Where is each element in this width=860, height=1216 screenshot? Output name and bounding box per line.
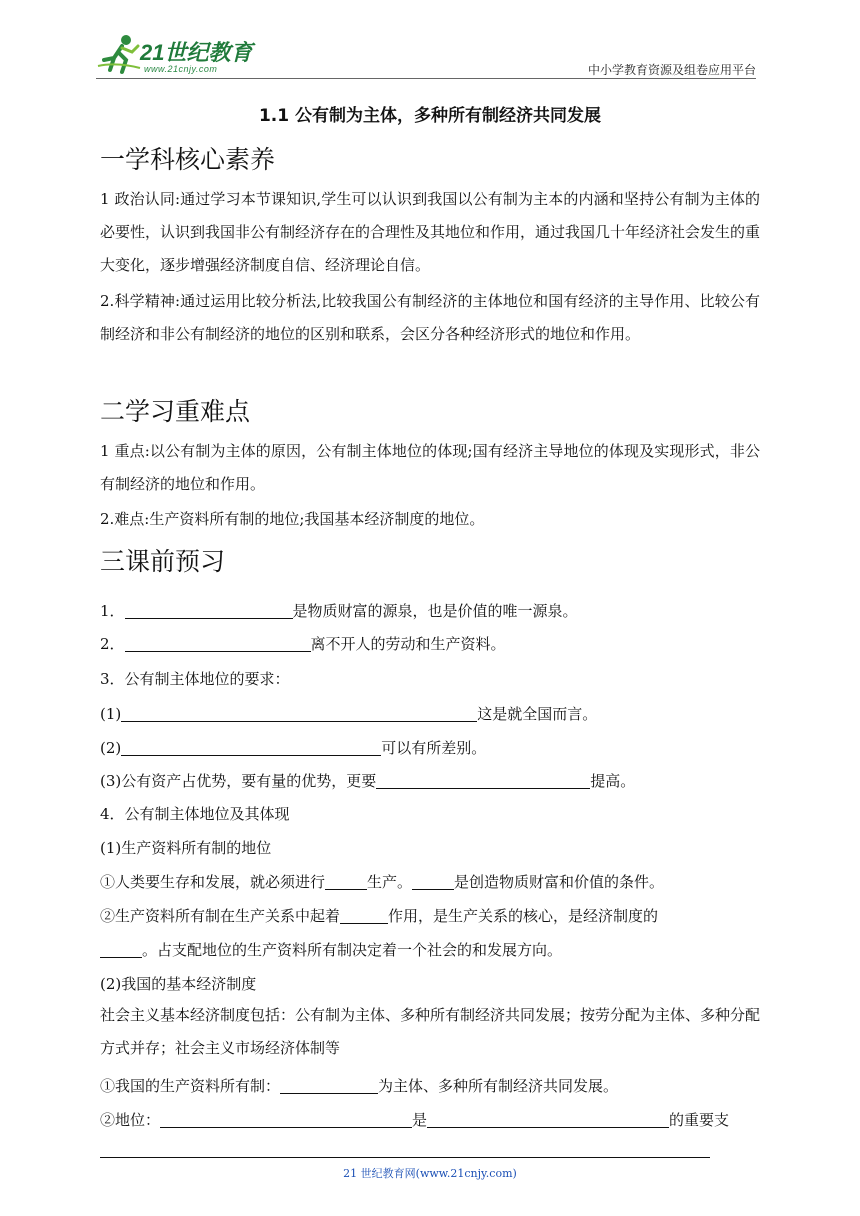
item-number: (2) [100, 739, 122, 757]
fill-blank[interactable] [125, 635, 311, 652]
question-4-1b [100, 905, 658, 926]
footer-divider [100, 1157, 710, 1158]
fill-blank[interactable] [121, 705, 477, 722]
fill-blank[interactable] [160, 1111, 412, 1128]
question-4-1a [100, 871, 664, 892]
fill-blank[interactable] [412, 873, 454, 890]
question-4-1: (1)生产资料所有制的地位 [100, 839, 272, 857]
question-1 [100, 600, 578, 621]
question-4-2-paragraph: 社会主义基本经济制度包括：公有制为主体、多种所有制经济共同发展；按劳分配为主体、多种分配方式并存；社会主义市场经济体制等 [100, 1006, 761, 1057]
logo-url: www.21cnjy.com [144, 64, 218, 74]
section1-paragraph-1: 1 政治认同:通过学习本节课知识,学生可以认识到我国以公有制为主本的内涵和坚持公有制为主体的必要性，认识到我国非公有制经济存在的合理性及其地位和作用，通过我国几十年经济社会发生的重大变化，逐步增强经济制度自信、经济理论自信。 [100, 190, 761, 274]
question-text: 是物质财富的源泉，也是价值的唯一源泉。 [292, 602, 578, 620]
question-text: 是创造物质财富和价值的条件。 [454, 873, 665, 891]
question-text: 是 [412, 1111, 428, 1129]
question-3: 3．公有制主体地位的要求： [100, 670, 290, 688]
question-4-2: (2)我国的基本经济制度 [100, 975, 257, 993]
fill-blank[interactable] [125, 602, 293, 619]
question-3b [100, 737, 486, 758]
question-text: ①人类要生存和发展，就必须进行 [100, 873, 326, 891]
question-text: 可以有所差别。 [381, 739, 487, 757]
question-text: 生产。 [367, 873, 413, 891]
fill-blank[interactable] [121, 739, 381, 756]
footer-link[interactable]: 21 世纪教育网(www.21cnjy.com) [343, 1167, 517, 1180]
question-text: 离不开人的劳动和生产资料。 [310, 635, 506, 653]
question-4-1c [100, 939, 562, 960]
question-text: 提高。 [590, 772, 636, 790]
fill-blank[interactable] [280, 1077, 378, 1094]
runner-logo-icon [96, 32, 144, 76]
logo-text: 21世纪教育 [140, 40, 253, 65]
question-text: ②地位： [100, 1111, 161, 1129]
question-text: 作用，是生产关系的核心，是经济制度的 [388, 907, 659, 925]
header-platform-text: 中小学教育资源及组卷应用平台 [587, 63, 756, 77]
section1-paragraph-2: 2.科学精神:通过运用比较分析法,比较我国公有制经济的主体地位和国有经济的主导作用、比较公有制经济和非公有制经济的地位的区别和联系，会区分各种经济形式的地位和作用。 [100, 292, 760, 343]
question-text: 为主体、多种所有制经济共同发展。 [378, 1077, 619, 1095]
fill-blank[interactable] [376, 772, 590, 789]
question-text: 的重要支 [669, 1111, 730, 1129]
section2-paragraph-2: 2.难点:生产资料所有制的地位;我国基本经济制度的地位。 [100, 510, 485, 528]
question-text: ②生产资料所有制在生产关系中起着 [100, 907, 341, 925]
question-text: (3)公有资产占优势，要有量的优势，更要 [100, 772, 377, 790]
fill-blank[interactable] [100, 941, 142, 958]
header-divider [96, 78, 756, 79]
item-number: (1) [100, 705, 122, 723]
section2-paragraph-1: 1 重点:以公有制为主体的原因，公有制主体地位的体现;国有经济主导地位的体现及实现形式，非公有制经济的地位和作用。 [100, 442, 760, 493]
fill-blank[interactable] [427, 1111, 669, 1128]
question-3a [100, 703, 597, 724]
fill-blank[interactable] [325, 873, 367, 890]
fill-blank[interactable] [340, 907, 388, 924]
question-4-2b [100, 1109, 729, 1130]
page-title: 1.1 公有制为主体，多种所有制经济共同发展 [258, 106, 602, 126]
section-heading-3: 三课前预习 [100, 547, 226, 576]
site-logo [96, 30, 276, 76]
question-2 [100, 633, 506, 654]
question-4: 4．公有制主体地位及其体现 [100, 805, 290, 823]
question-4-2a [100, 1075, 618, 1096]
question-text: 。占支配地位的生产资料所有制决定着一个社会的和发展方向。 [142, 941, 563, 959]
question-text: 这是就全国而言。 [477, 705, 598, 723]
question-3c [100, 770, 635, 791]
section-heading-2: 二学习重难点 [100, 397, 251, 426]
question-number: 2． [100, 635, 125, 653]
question-text: ①我国的生产资料所有制： [100, 1077, 281, 1095]
section-heading-1: 一学科核心素养 [100, 145, 276, 174]
question-number: 1． [100, 602, 125, 620]
page-header [96, 30, 756, 80]
